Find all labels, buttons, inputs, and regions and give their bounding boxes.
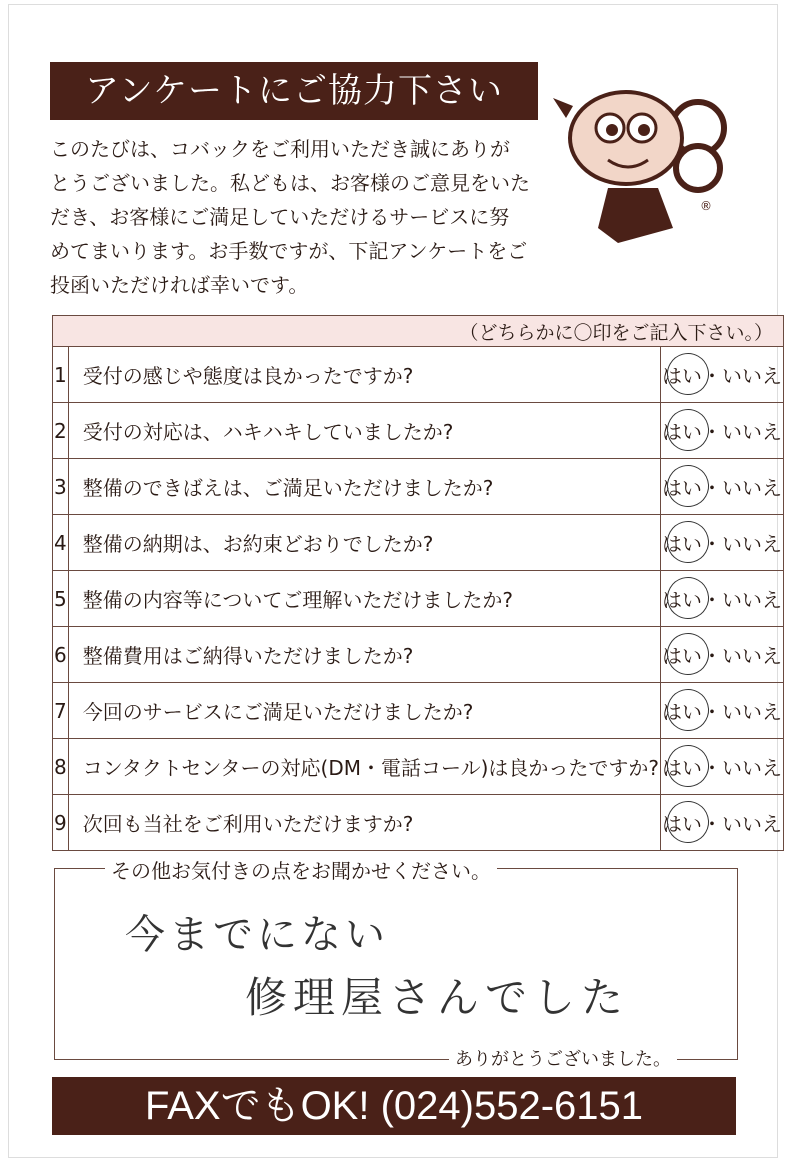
- table-row: [53, 627, 784, 683]
- question-text: 整備のできばえは、ご満足いただけましたか?: [68, 459, 660, 515]
- table-row: [53, 795, 784, 851]
- comment-label: その他お気付きの点をお聞かせください。: [105, 855, 497, 884]
- table-header-row: [53, 316, 784, 347]
- question-text: 整備費用はご納得いただけましたか?: [68, 627, 660, 683]
- question-number: 7: [53, 683, 69, 739]
- question-number: 9: [53, 795, 69, 851]
- hand-circle-mark: [662, 740, 713, 791]
- mascot-illustration: [548, 78, 728, 258]
- registered-mark: ®: [700, 199, 712, 213]
- intro-line: 投函いただければ幸いです。: [50, 273, 309, 297]
- hand-circle-mark: [662, 404, 713, 455]
- handwritten-comment-line: 今までにない: [125, 912, 389, 958]
- question-text: 受付の感じや態度は良かったですか?: [68, 347, 660, 403]
- hand-circle-mark: [662, 796, 713, 847]
- survey-table: [52, 315, 784, 851]
- fax-banner: FAXでもOK! (024)552-6151: [52, 1077, 736, 1135]
- answer-options[interactable]: はい・いいえ: [661, 403, 784, 459]
- table-row: [53, 515, 784, 571]
- table-row: [53, 683, 784, 739]
- intro-text: [50, 132, 550, 302]
- answer-options[interactable]: はい・いいえ: [661, 627, 784, 683]
- question-number: 8: [53, 739, 69, 795]
- question-number: 5: [53, 571, 69, 627]
- intro-line: だき、お客様にご満足していただけるサービスに努: [50, 205, 510, 229]
- hand-circle-mark: [662, 684, 713, 735]
- question-text: 受付の対応は、ハキハキしていましたか?: [68, 403, 660, 459]
- table-row: [53, 347, 784, 403]
- table-row: [53, 571, 784, 627]
- question-number: 2: [53, 403, 69, 459]
- question-number: 6: [53, 627, 69, 683]
- answer-options[interactable]: はい・いいえ: [661, 515, 784, 571]
- question-text: 次回も当社をご利用いただけますか?: [68, 795, 660, 851]
- hand-circle-mark: [662, 572, 713, 623]
- handwritten-comment-line: 修理屋さんでした: [245, 973, 630, 1022]
- intro-line: めてまいります。お手数ですが、下記アンケートをご: [50, 239, 528, 263]
- table-row: [53, 403, 784, 459]
- question-number: 1: [53, 347, 69, 403]
- answer-options[interactable]: はい・いいえ: [661, 795, 784, 851]
- question-number: 4: [53, 515, 69, 571]
- table-row: [53, 739, 784, 795]
- question-number: 3: [53, 459, 69, 515]
- question-text: コンタクトセンターの対応(DM・電話コール)は良かったですか?: [68, 739, 660, 795]
- hand-circle-mark: [662, 348, 713, 399]
- hand-circle-mark: [662, 460, 713, 511]
- answer-options[interactable]: はい・いいえ: [661, 571, 784, 627]
- answer-options[interactable]: はい・いいえ: [661, 347, 784, 403]
- thanks-text: ありがとうございました。: [449, 1045, 677, 1071]
- comment-box[interactable]: [54, 859, 738, 1070]
- hand-circle-mark: [662, 628, 713, 679]
- question-text: 今回のサービスにご満足いただけましたか?: [68, 683, 660, 739]
- question-text: 整備の納期は、お約束どおりでしたか?: [68, 515, 660, 571]
- intro-line: このたびは、コバックをご利用いただき誠にありが: [50, 137, 510, 161]
- survey-title: アンケートにご協力下さい: [50, 62, 538, 120]
- question-text: 整備の内容等についてご理解いただけましたか?: [68, 571, 660, 627]
- table-instruction: （どちらかに〇印をご記入下さい。）: [53, 316, 784, 347]
- intro-line: とうございました。私どもは、お客様のご意見をいた: [50, 171, 530, 195]
- answer-options[interactable]: はい・いいえ: [661, 683, 784, 739]
- answer-options[interactable]: はい・いいえ: [661, 739, 784, 795]
- hand-circle-mark: [662, 516, 713, 567]
- table-row: [53, 459, 784, 515]
- answer-options[interactable]: はい・いいえ: [661, 459, 784, 515]
